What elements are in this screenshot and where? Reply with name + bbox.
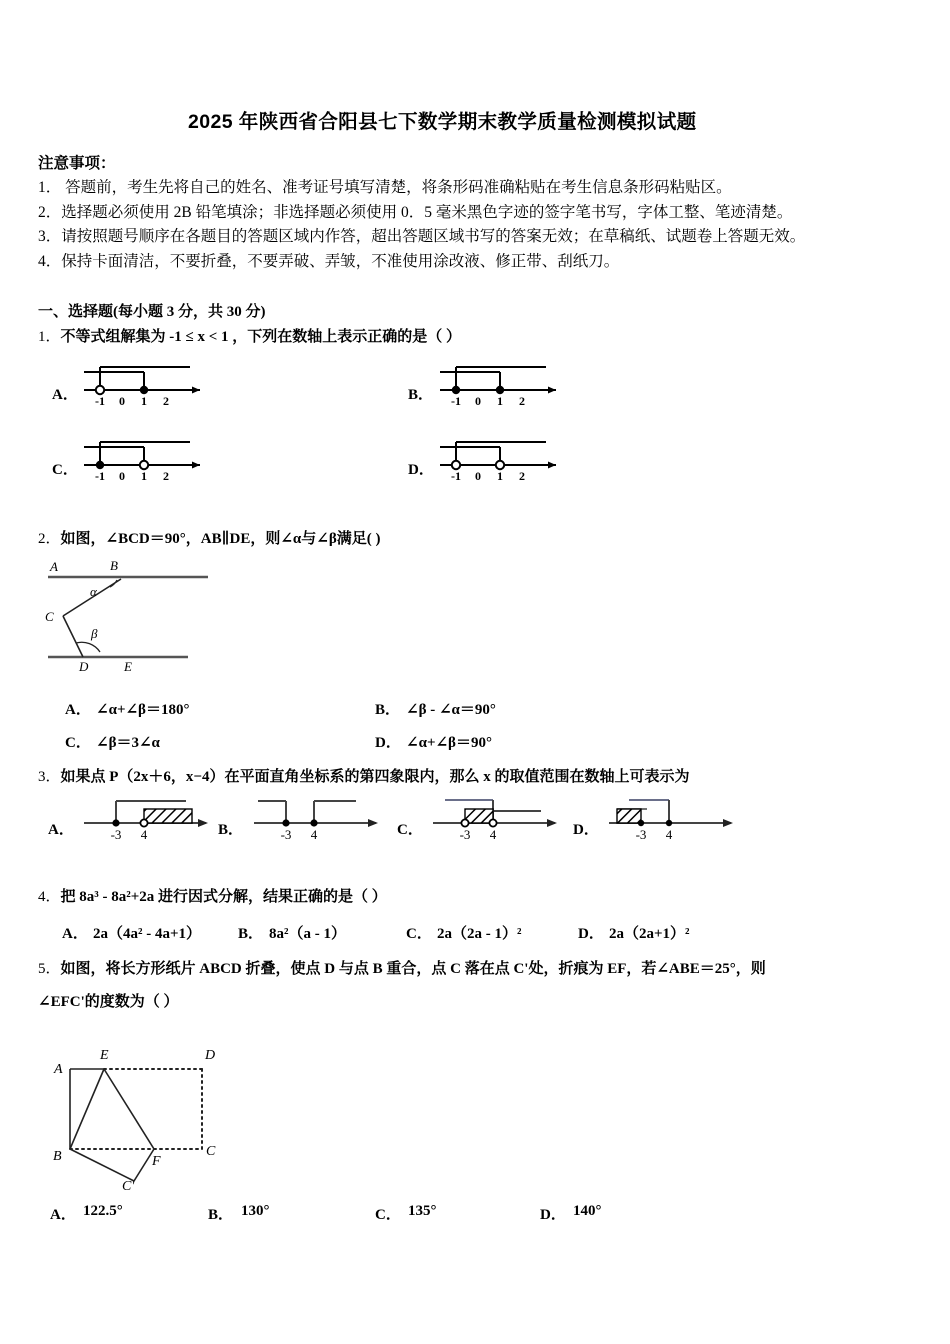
q2-option-b-label[interactable]: B． (375, 702, 401, 718)
q1-option-d-numberline[interactable] (438, 435, 568, 483)
question-5-stem-line1 (38, 957, 766, 978)
q3-option-a-numberline[interactable] (82, 793, 222, 843)
svg-text:-3: -3 (635, 827, 647, 842)
question-3-stem (38, 765, 689, 786)
svg-text:E: E (100, 1048, 109, 1063)
q2-option-d-label[interactable]: D． (375, 735, 401, 751)
svg-text:2: 2 (163, 394, 169, 408)
svg-text:0: 0 (475, 469, 481, 483)
q2-option-c-text[interactable]: ∠β＝3∠α (96, 735, 160, 751)
q3-option-b-numberline[interactable] (252, 793, 392, 843)
svg-text:2: 2 (519, 394, 525, 408)
q4-option-d-label[interactable]: D． (578, 926, 604, 942)
svg-text:-3: -3 (110, 827, 122, 842)
question-1-number: 1． (38, 329, 61, 345)
q3-option-b-label[interactable]: B． (218, 822, 244, 838)
q1-option-b-label[interactable]: B． (408, 387, 434, 403)
q1-option-d-label[interactable]: D． (408, 462, 434, 478)
page-title: 2025 年陕西省合阳县七下数学期末教学质量检测模拟试题 (188, 111, 697, 133)
svg-text:-3: -3 (459, 827, 471, 842)
svg-text:β: β (91, 626, 98, 641)
svg-text:C: C (45, 609, 54, 624)
q3-option-d-label[interactable]: D． (573, 822, 599, 838)
question-5-number: 5． (38, 961, 61, 977)
svg-text:E: E (124, 659, 132, 674)
q5-option-c-label[interactable]: C． (375, 1207, 401, 1223)
question-5-text-line1: 如图，将长方形纸片 ABCD 折叠，使点 D 与点 B 重合，点 C 落在点 C'处，折痕为 EF，若∠ABE＝25°，则 (60, 961, 766, 977)
q2-option-a-label[interactable]: A． (65, 702, 91, 718)
svg-text:2: 2 (519, 469, 525, 483)
q4-option-c-text[interactable]: 2a（2a - 1）² (437, 926, 522, 942)
question-3-number: 3． (38, 769, 61, 785)
svg-text:A: A (54, 1062, 63, 1077)
svg-text:D: D (79, 659, 89, 674)
svg-text:4: 4 (665, 827, 673, 842)
question-4-stem (38, 885, 387, 906)
notice-item: 3．请按照题号顺序在各题目的答题区域内作答，超出答题区域书写的答案无效；在草稿纸、试题卷上答题无效。 (38, 228, 806, 245)
q2-option-a-text[interactable]: ∠α+∠β＝180° (96, 702, 190, 718)
notice-block (38, 152, 918, 274)
svg-text:1: 1 (497, 469, 503, 483)
svg-text:D: D (205, 1048, 216, 1063)
q4-option-c-label[interactable]: C． (406, 926, 432, 942)
question-2-number: 2． (38, 531, 61, 547)
svg-text:C: C (206, 1144, 216, 1159)
q3-option-d-numberline[interactable] (607, 793, 747, 843)
notice-item: 1． 答题前，考生先将自己的姓名、准考证号填写清楚，将条形码准确粘贴在考生信息条形码粘贴区。 (38, 179, 732, 196)
svg-text:-1: -1 (451, 469, 461, 483)
svg-text:α: α (90, 584, 97, 599)
svg-text:B: B (110, 558, 118, 573)
svg-text:4: 4 (310, 827, 318, 842)
q5-option-b-text[interactable]: 130° (241, 1203, 270, 1219)
svg-text:1: 1 (497, 394, 503, 408)
svg-text:-1: -1 (95, 469, 105, 483)
svg-text:4: 4 (140, 827, 148, 842)
svg-text:B: B (53, 1149, 62, 1164)
q2-geometry-figure (38, 556, 218, 674)
notice-heading: 注意事项： (38, 155, 116, 172)
svg-text:1: 1 (141, 394, 147, 408)
notice-item: 4．保持卡面清洁，不要折叠，不要弄破、弄皱，不准使用涂改液、修正带、刮纸刀。 (38, 252, 620, 270)
svg-text:C': C' (122, 1179, 135, 1190)
svg-text:-1: -1 (95, 394, 105, 408)
question-4-text: 把 8a³ - 8a²+2a 进行因式分解，结果正确的是（ ） (60, 889, 387, 905)
q3-option-c-label[interactable]: C． (397, 822, 423, 838)
q4-option-b-text[interactable]: 8a²（a - 1） (269, 926, 346, 942)
q5-option-a-text[interactable]: 122.5° (83, 1203, 123, 1219)
svg-text:A: A (50, 559, 58, 574)
question-4-number: 4． (38, 889, 61, 905)
q5-option-a-label[interactable]: A． (50, 1207, 76, 1223)
q5-option-c-text[interactable]: 135° (408, 1203, 437, 1219)
q1-option-c-numberline[interactable] (82, 435, 212, 483)
q3-option-c-numberline[interactable] (431, 793, 571, 843)
svg-text:-3: -3 (280, 827, 292, 842)
q4-option-b-label[interactable]: B． (238, 926, 264, 942)
svg-text:F: F (152, 1154, 161, 1169)
svg-text:0: 0 (119, 469, 125, 483)
question-1-text: 不等式组解集为 -1 ≤ x < 1 ，下列在数轴上表示正确的是（ ） (60, 329, 462, 345)
q5-option-d-text[interactable]: 140° (573, 1203, 602, 1219)
q5-folding-figure (42, 1025, 242, 1190)
notice-item: 2．选择题必须使用 2B 铅笔填涂；非选择题必须使用 0．5 毫米黑色字迹的签字笔书写，字体工整、笔迹清楚。 (38, 203, 793, 221)
question-2-stem (38, 527, 381, 548)
q1-option-b-numberline[interactable] (438, 360, 568, 408)
question-3-text: 如果点 P（2x＋6，x−4）在平面直角坐标系的第四象限内，那么 x 的取值范围在数轴上可表示为 (60, 769, 690, 785)
question-2-text: 如图，∠BCD＝90°，AB∥DE，则∠α与∠β满足( ) (60, 531, 381, 547)
svg-text:0: 0 (475, 394, 481, 408)
svg-text:-1: -1 (451, 394, 461, 408)
q2-option-c-label[interactable]: C． (65, 735, 91, 751)
svg-text:1: 1 (141, 469, 147, 483)
q2-option-d-text[interactable]: ∠α+∠β＝90° (406, 735, 492, 751)
q4-option-d-text[interactable]: 2a（2a+1）² (609, 926, 690, 942)
q4-option-a-label[interactable]: A． (62, 926, 88, 942)
question-1-stem (38, 325, 461, 346)
q1-option-a-label[interactable]: A． (52, 387, 78, 403)
q1-option-c-label[interactable]: C． (52, 462, 78, 478)
q4-option-a-text[interactable]: 2a（4a² - 4a+1） (93, 926, 202, 942)
question-5-stem-line2: ∠EFC'的度数为（ ） (38, 994, 179, 1010)
section-header: 一、选择题(每小题 3 分，共 30 分) (38, 304, 266, 320)
q2-option-b-text[interactable]: ∠β - ∠α＝90° (406, 702, 496, 718)
q5-option-b-label[interactable]: B． (208, 1207, 234, 1223)
q3-option-a-label[interactable]: A． (48, 822, 74, 838)
svg-text:2: 2 (163, 469, 169, 483)
q1-option-a-numberline[interactable] (82, 360, 212, 408)
svg-text:0: 0 (119, 394, 125, 408)
svg-text:4: 4 (489, 827, 497, 842)
q5-option-d-label[interactable]: D． (540, 1207, 566, 1223)
